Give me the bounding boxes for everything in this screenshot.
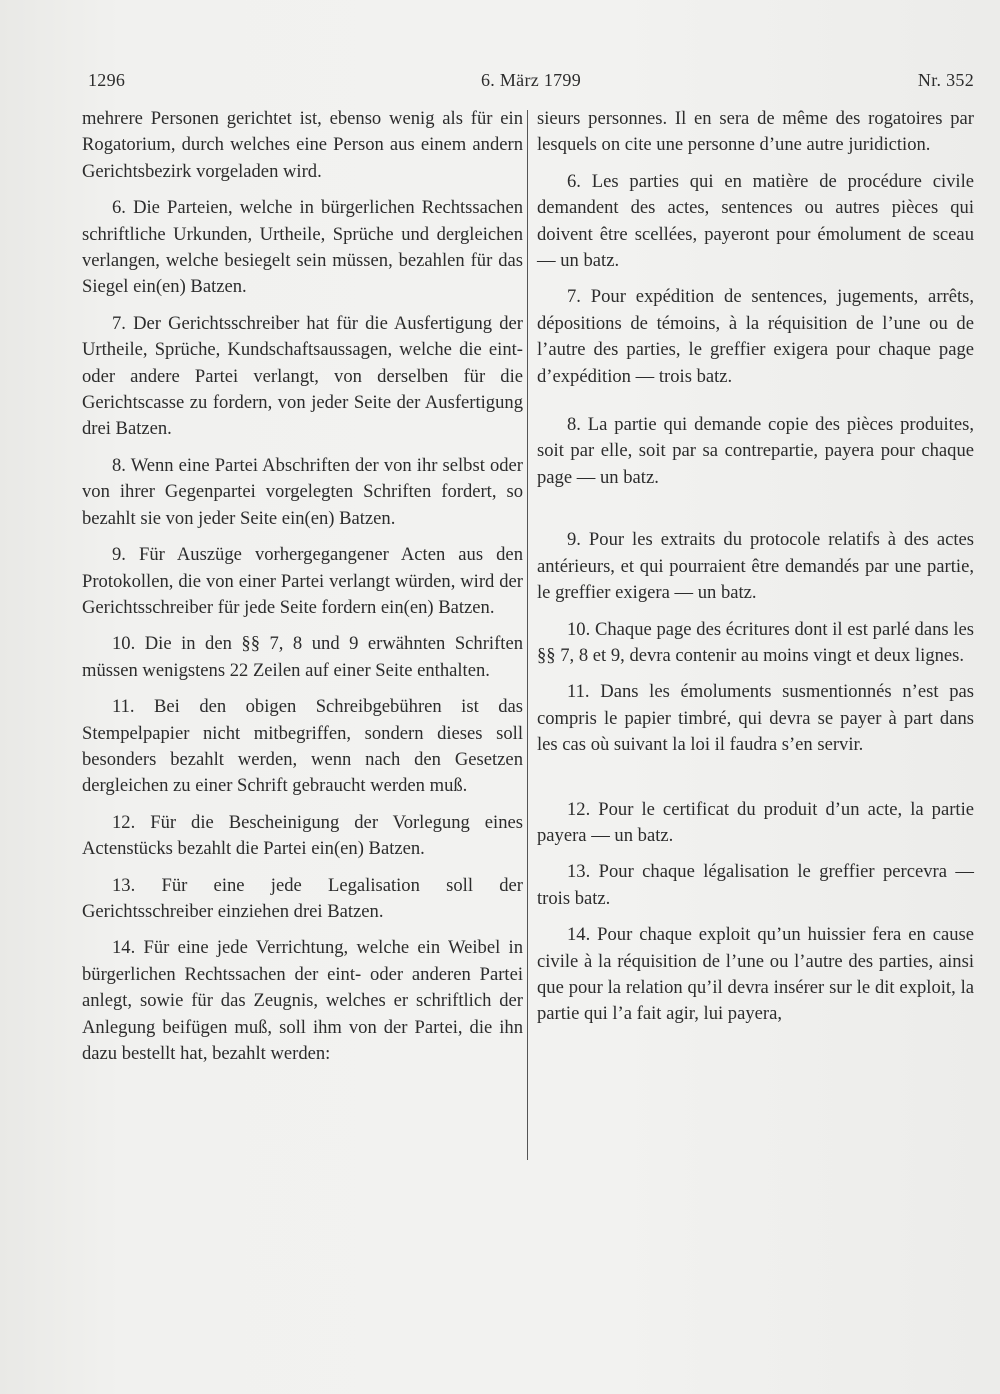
page-date: 6. März 1799 bbox=[480, 70, 582, 90]
paragraph-14: 14. Für eine jede Verrichtung, welche ein Weibel in bürgerlichen Rechtssachen der eint- oder anderen Partei anlegt, sowie für das Zeugnis, welches er schriftlich der Anlegung beifügen muß, soll ihm von der Partei, die ihn dazu bestellt hat, bezahlt werden: bbox=[82, 937, 523, 1064]
paragraph-14: 14. Pour chaque exploit qu’un huissier fera en cause civile à la réquisition de l’une ou l’autre des parties, ainsi que pour la relation qu’il devra insérer sur le dit exploit, la partie qui l’a fait agir, lui payera, bbox=[537, 924, 974, 1025]
paragraph-10: 10. Chaque page des écritures dont il est parlé dans les §§ 7, 8 et 9, devra contenir au moins vingt et deux lignes. bbox=[537, 618, 974, 666]
paragraph-7: 7. Der Gerichtsschreiber hat für die Ausfertigung der Urtheile, Sprüche, Kundschaftsaussagen, welche die eint- oder andere Partei verlangt, von derselben für die Gerichtscasse zu fordern, von jeder Seite der Ausfertigung drei Batzen. bbox=[82, 312, 523, 440]
paragraph-8: 8. La partie qui demande copie des pièces produites, soit par elle, soit par sa contrepartie, payera pour chaque page — un batz. bbox=[537, 414, 974, 488]
paragraph-continuation: sieurs personnes. Il en sera de même des rogatoires par lesquels on cite une personne d’une autre juridiction. bbox=[537, 108, 974, 156]
french-text-column bbox=[537, 106, 974, 1038]
paragraph-6: 6. Die Parteien, welche in bürgerlichen Rechtssachen schriftliche Urkunden, Urtheile, Sprüche und dergleichen verlangen, welche besiegelt sein müssen, bezahlen für das Siegel ein(en) Batzen. bbox=[82, 197, 523, 298]
paragraph-6: 6. Les parties qui en matière de procédure civile demandent des actes, sentences ou autres pièces qui doivent être scellées, payeront pour émolument de sceau — un batz. bbox=[537, 170, 974, 272]
paragraph-9: 9. Für Auszüge vorhergegangener Acten aus den Protokollen, die von einer Partei verlangt würden, wird der Gerichtsschreiber für jede Seite fordern ein(en) Batzen. bbox=[82, 544, 523, 618]
page-number: 1296 bbox=[88, 70, 126, 90]
column-divider bbox=[527, 110, 528, 1160]
paragraph-10: 10. Die in den §§ 7, 8 und 9 erwähnten Schriften müssen wenigstens 22 Zeilen auf einer Seite enthalten. bbox=[82, 633, 523, 681]
paragraph-9: 9. Pour les extraits du protocole relatifs à des actes antérieurs, et qui pourraient être demandés par une partie, le greffier exigera — un batz. bbox=[537, 529, 974, 604]
german-text-column bbox=[82, 106, 523, 1077]
paragraph-7: 7. Pour expédition de sentences, jugements, arrêts, dépositions de témoins, à la réquisition de l’une ou de l’autre des parties, le greffier exigera pour chaque page d’expédition — trois batz. bbox=[537, 286, 974, 387]
paragraph-12: 12. Für die Bescheinigung der Vorlegung eines Actenstücks bezahlt die Partei ein(en) Batzen. bbox=[82, 811, 523, 860]
paragraph-continuation: mehrere Personen gerichtet ist, ebenso wenig als für ein Rogatorium, durch welches eine Person aus einem andern Gerichtsbezirk vorgeladen wird. bbox=[82, 108, 523, 182]
paragraph-8: 8. Wenn eine Partei Abschriften der von ihr selbst oder von ihrer Gegenpartei vorgelegten Schriften fordert, so bezahlt sie von jeder Seite ein(en) Batzen. bbox=[82, 454, 523, 529]
paragraph-13: 13. Pour chaque légalisation le greffier percevra — trois batz. bbox=[537, 861, 974, 909]
paragraph-11: 11. Bei den obigen Schreibgebühren ist das Stempelpapier nicht mitbegriffen, sondern dieses soll besonders bezahlt werden, wenn nach den Gesetzen dergleichen zu einer Schrift gebraucht werden muß. bbox=[82, 696, 523, 797]
page-header bbox=[88, 70, 974, 100]
document-number: Nr. 352 bbox=[917, 70, 974, 90]
paragraph-13: 13. Für eine jede Legalisation soll der Gerichtsschreiber einziehen drei Batzen. bbox=[82, 874, 523, 922]
paragraph-11: 11. Dans les émoluments susmentionnés n’est pas compris le papier timbré, qui devra se payer à part dans les cas où suivant la loi il faudra s’en servir. bbox=[537, 681, 974, 756]
paragraph-12: 12. Pour le certificat du produit d’un acte, la partie payera — un batz. bbox=[537, 798, 974, 846]
